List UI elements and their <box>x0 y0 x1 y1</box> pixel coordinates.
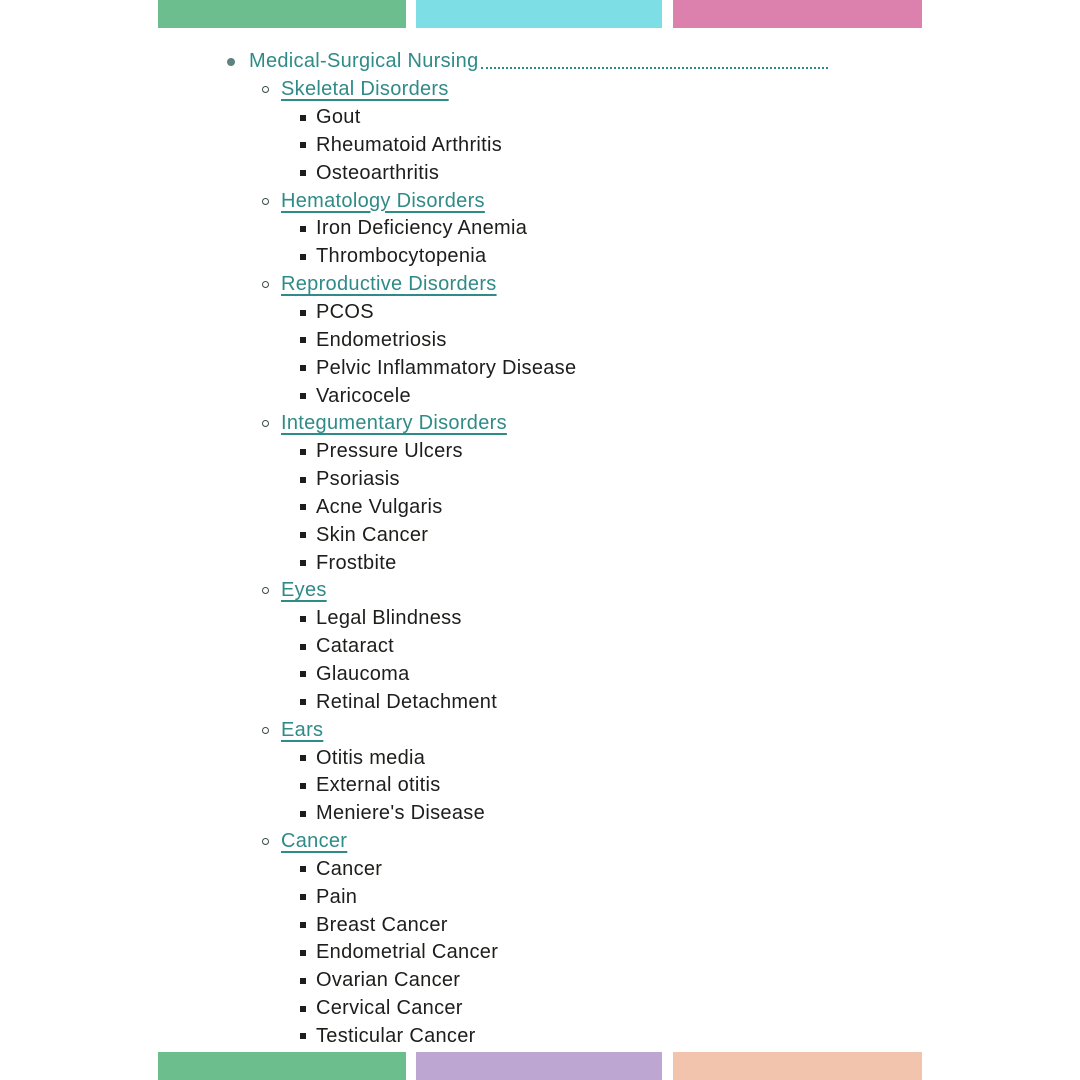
outline-title-row <box>158 48 828 76</box>
list-item: Gout <box>316 106 361 129</box>
section-heading-link[interactable]: Ears <box>281 718 324 741</box>
section-items <box>158 215 922 271</box>
top-bar-pink <box>673 0 922 28</box>
list-item-row <box>158 243 922 271</box>
list-item-row <box>158 661 922 689</box>
list-item-row <box>158 995 922 1023</box>
section-heading-row <box>158 187 922 215</box>
bullet-square-icon <box>300 393 306 399</box>
section-heading-link[interactable]: Eyes <box>281 579 327 602</box>
list-item: Legal Blindness <box>316 607 462 630</box>
list-item: Skin Cancer <box>316 523 429 546</box>
list-item-row <box>158 132 922 160</box>
bottom-bar-peach <box>673 1052 922 1080</box>
bullet-square-icon <box>300 504 306 510</box>
list-item-row <box>158 326 922 354</box>
bullet-square-icon <box>300 755 306 761</box>
list-item: Cataract <box>316 635 394 658</box>
list-item-row <box>158 688 922 716</box>
bottom-bar-lavender <box>416 1052 662 1080</box>
list-item: Retinal Detachment <box>316 690 498 713</box>
section-heading-row <box>158 716 922 744</box>
list-item: Iron Deficiency Anemia <box>316 217 528 240</box>
list-item-row <box>158 104 922 132</box>
list-item-row <box>158 521 922 549</box>
section-heading-row <box>158 577 922 605</box>
bullet-square-icon <box>300 254 306 260</box>
list-item-row <box>158 1023 922 1051</box>
list-item-row <box>158 605 922 633</box>
list-item: Endometrial Cancer <box>316 941 499 964</box>
list-item: Pelvic Inflammatory Disease <box>316 356 577 379</box>
bullet-circle-icon <box>262 587 269 594</box>
bullet-square-icon <box>300 477 306 483</box>
list-item-row <box>158 633 922 661</box>
list-item-row <box>158 744 922 772</box>
list-item-row <box>158 466 922 494</box>
outline-section <box>158 577 922 716</box>
list-item: External otitis <box>316 774 441 797</box>
list-item-row <box>158 354 922 382</box>
bullet-square-icon <box>300 978 306 984</box>
list-item: Psoriasis <box>316 468 400 491</box>
list-item-row <box>158 299 922 327</box>
bullet-square-icon <box>300 699 306 705</box>
outline-section <box>158 76 922 187</box>
bullet-square-icon <box>300 142 306 148</box>
section-heading-link[interactable]: Integumentary Disorders <box>281 412 507 435</box>
bullet-square-icon <box>300 644 306 650</box>
list-item: Acne Vulgaris <box>316 495 443 518</box>
list-item: Breast Cancer <box>316 913 448 936</box>
outline-section <box>158 271 922 410</box>
list-item-row <box>158 438 922 466</box>
dotted-leader <box>481 67 828 69</box>
outline-section <box>158 410 922 577</box>
bullet-dot-icon <box>227 58 235 66</box>
bullet-circle-icon <box>262 86 269 93</box>
section-heading-link[interactable]: Cancer <box>281 830 348 853</box>
list-item: Testicular Cancer <box>316 1024 476 1047</box>
list-item: Otitis media <box>316 746 426 769</box>
list-item-row <box>158 967 922 995</box>
outline-section <box>158 716 922 827</box>
bullet-square-icon <box>300 894 306 900</box>
bullet-square-icon <box>300 170 306 176</box>
list-item: Pressure Ulcers <box>316 440 463 463</box>
list-item-row <box>158 159 922 187</box>
bullet-square-icon <box>300 449 306 455</box>
list-item: Endometriosis <box>316 328 447 351</box>
bullet-circle-icon <box>262 420 269 427</box>
section-heading-row <box>158 271 922 299</box>
list-item-row <box>158 772 922 800</box>
list-item: Rheumatoid Arthritis <box>316 133 503 156</box>
list-item-row <box>158 215 922 243</box>
list-item-row <box>158 382 922 410</box>
bullet-square-icon <box>300 560 306 566</box>
section-heading-row <box>158 410 922 438</box>
list-item-row <box>158 939 922 967</box>
list-item-row <box>158 800 922 828</box>
section-heading-row <box>158 828 922 856</box>
bullet-square-icon <box>300 226 306 232</box>
list-item: Thrombocytopenia <box>316 245 487 268</box>
section-heading-link[interactable]: Hematology Disorders <box>281 189 485 212</box>
bottom-bar-green <box>158 1052 406 1080</box>
section-items <box>158 855 922 1050</box>
bullet-square-icon <box>300 365 306 371</box>
list-item: Varicocele <box>316 384 411 407</box>
list-item: PCOS <box>316 301 374 324</box>
top-bar-green <box>158 0 406 28</box>
bullet-square-icon <box>300 811 306 817</box>
list-item: Cervical Cancer <box>316 997 463 1020</box>
outline-sections <box>158 76 922 1051</box>
section-items <box>158 104 922 188</box>
bullet-circle-icon <box>262 198 269 205</box>
bullet-square-icon <box>300 310 306 316</box>
outline-section <box>158 828 922 1051</box>
bullet-square-icon <box>300 616 306 622</box>
list-item-row <box>158 855 922 883</box>
list-item: Glaucoma <box>316 662 410 685</box>
bullet-circle-icon <box>262 281 269 288</box>
section-items <box>158 744 922 828</box>
list-item: Pain <box>316 885 358 908</box>
bullet-square-icon <box>300 532 306 538</box>
section-items <box>158 605 922 716</box>
section-heading-link[interactable]: Reproductive Disorders <box>281 273 497 296</box>
list-item: Meniere's Disease <box>316 802 485 825</box>
list-item: Frostbite <box>316 551 397 574</box>
top-bar-cyan <box>416 0 662 28</box>
bullet-square-icon <box>300 115 306 121</box>
outline-title[interactable]: Medical-Surgical Nursing <box>249 50 479 73</box>
section-heading-link[interactable]: Skeletal Disorders <box>281 78 449 101</box>
bullet-square-icon <box>300 1006 306 1012</box>
bullet-square-icon <box>300 1033 306 1039</box>
list-item: Osteoarthritis <box>316 161 440 184</box>
list-item-row <box>158 494 922 522</box>
bullet-square-icon <box>300 922 306 928</box>
outline-section <box>158 187 922 271</box>
section-heading-row <box>158 76 922 104</box>
outline <box>158 48 922 1050</box>
section-items <box>158 299 922 410</box>
list-item-row <box>158 549 922 577</box>
list-item: Ovarian Cancer <box>316 969 461 992</box>
section-items <box>158 438 922 577</box>
bullet-square-icon <box>300 783 306 789</box>
list-item-row <box>158 911 922 939</box>
bullet-circle-icon <box>262 838 269 845</box>
list-item: Cancer <box>316 857 383 880</box>
bullet-square-icon <box>300 671 306 677</box>
bullet-square-icon <box>300 337 306 343</box>
bullet-square-icon <box>300 950 306 956</box>
bullet-square-icon <box>300 866 306 872</box>
list-item-row <box>158 883 922 911</box>
bullet-circle-icon <box>262 727 269 734</box>
